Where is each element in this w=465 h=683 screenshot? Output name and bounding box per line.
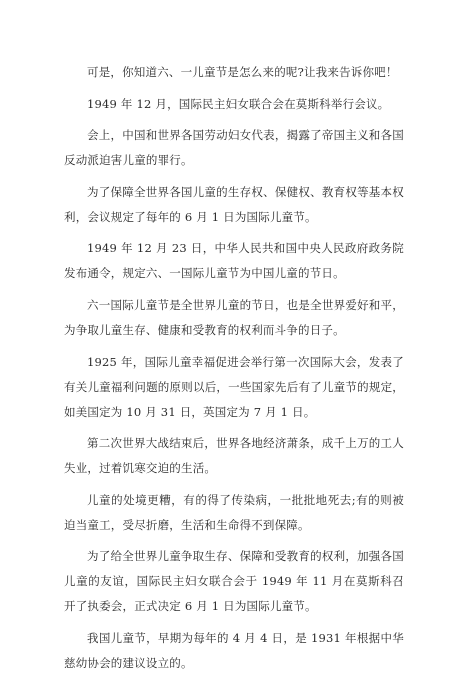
paragraph: 为了保障全世界各国儿童的生存权、保健权、教育权等基本权利，会议规定了每年的 6 月 1 日为国际儿童节。	[64, 184, 404, 224]
paragraph: 会上，中国和世界各国劳动妇女代表，揭露了帝国主义和各国反动派迫害儿童的罪行。	[64, 128, 404, 168]
paragraph: 1949 年 12 月，国际民主妇女联合会在莫斯科举行会议。	[87, 96, 390, 111]
paragraph: 儿童的处境更糟，有的得了传染病，一批批地死去;有的则被迫当童工，受尽折磨，生活和生命得不到保障。	[64, 492, 404, 532]
paragraph: 第二次世界大战结束后，世界各地经济萧条，成千上万的工人失业，过着饥寒交迫的生活。	[64, 436, 404, 476]
document-body	[64, 60, 404, 683]
paragraph: 1949 年 12 月 23 日，中华人民共和国中央人民政府政务院发布通令，规定六、一国际儿童节为中国儿童的节日。	[64, 241, 404, 281]
paragraph: 为了给全世界儿童争取生存、保障和受教育的权利，加强各国儿童的友谊，国际民主妇女联合会于 1949 年 11 月在莫斯科召开了执委会，正式决定 6 月 1 日为国际儿童节。	[64, 549, 404, 614]
paragraph: 我国儿童节，早期为每年的 4 月 4 日，是 1931 年根据中华慈幼协会的建议设立的。	[64, 630, 404, 670]
paragraph: 可是，你知道六、一儿童节是怎么来的呢?让我来告诉你吧！	[87, 65, 398, 79]
paragraph: 1925 年，国际儿童幸福促进会举行第一次国际大会，发表了有关儿童福利问题的原则以后，一些国家先后有了儿童节的规定，如美国定为 10 月 31 日，英国定为 7 月 1 日。	[64, 354, 404, 419]
paragraph: 六一国际儿童节是全世界儿童的节日，也是全世界爱好和平，为争取儿童生存、健康和受教育的权利而斗争的日子。	[64, 297, 404, 337]
